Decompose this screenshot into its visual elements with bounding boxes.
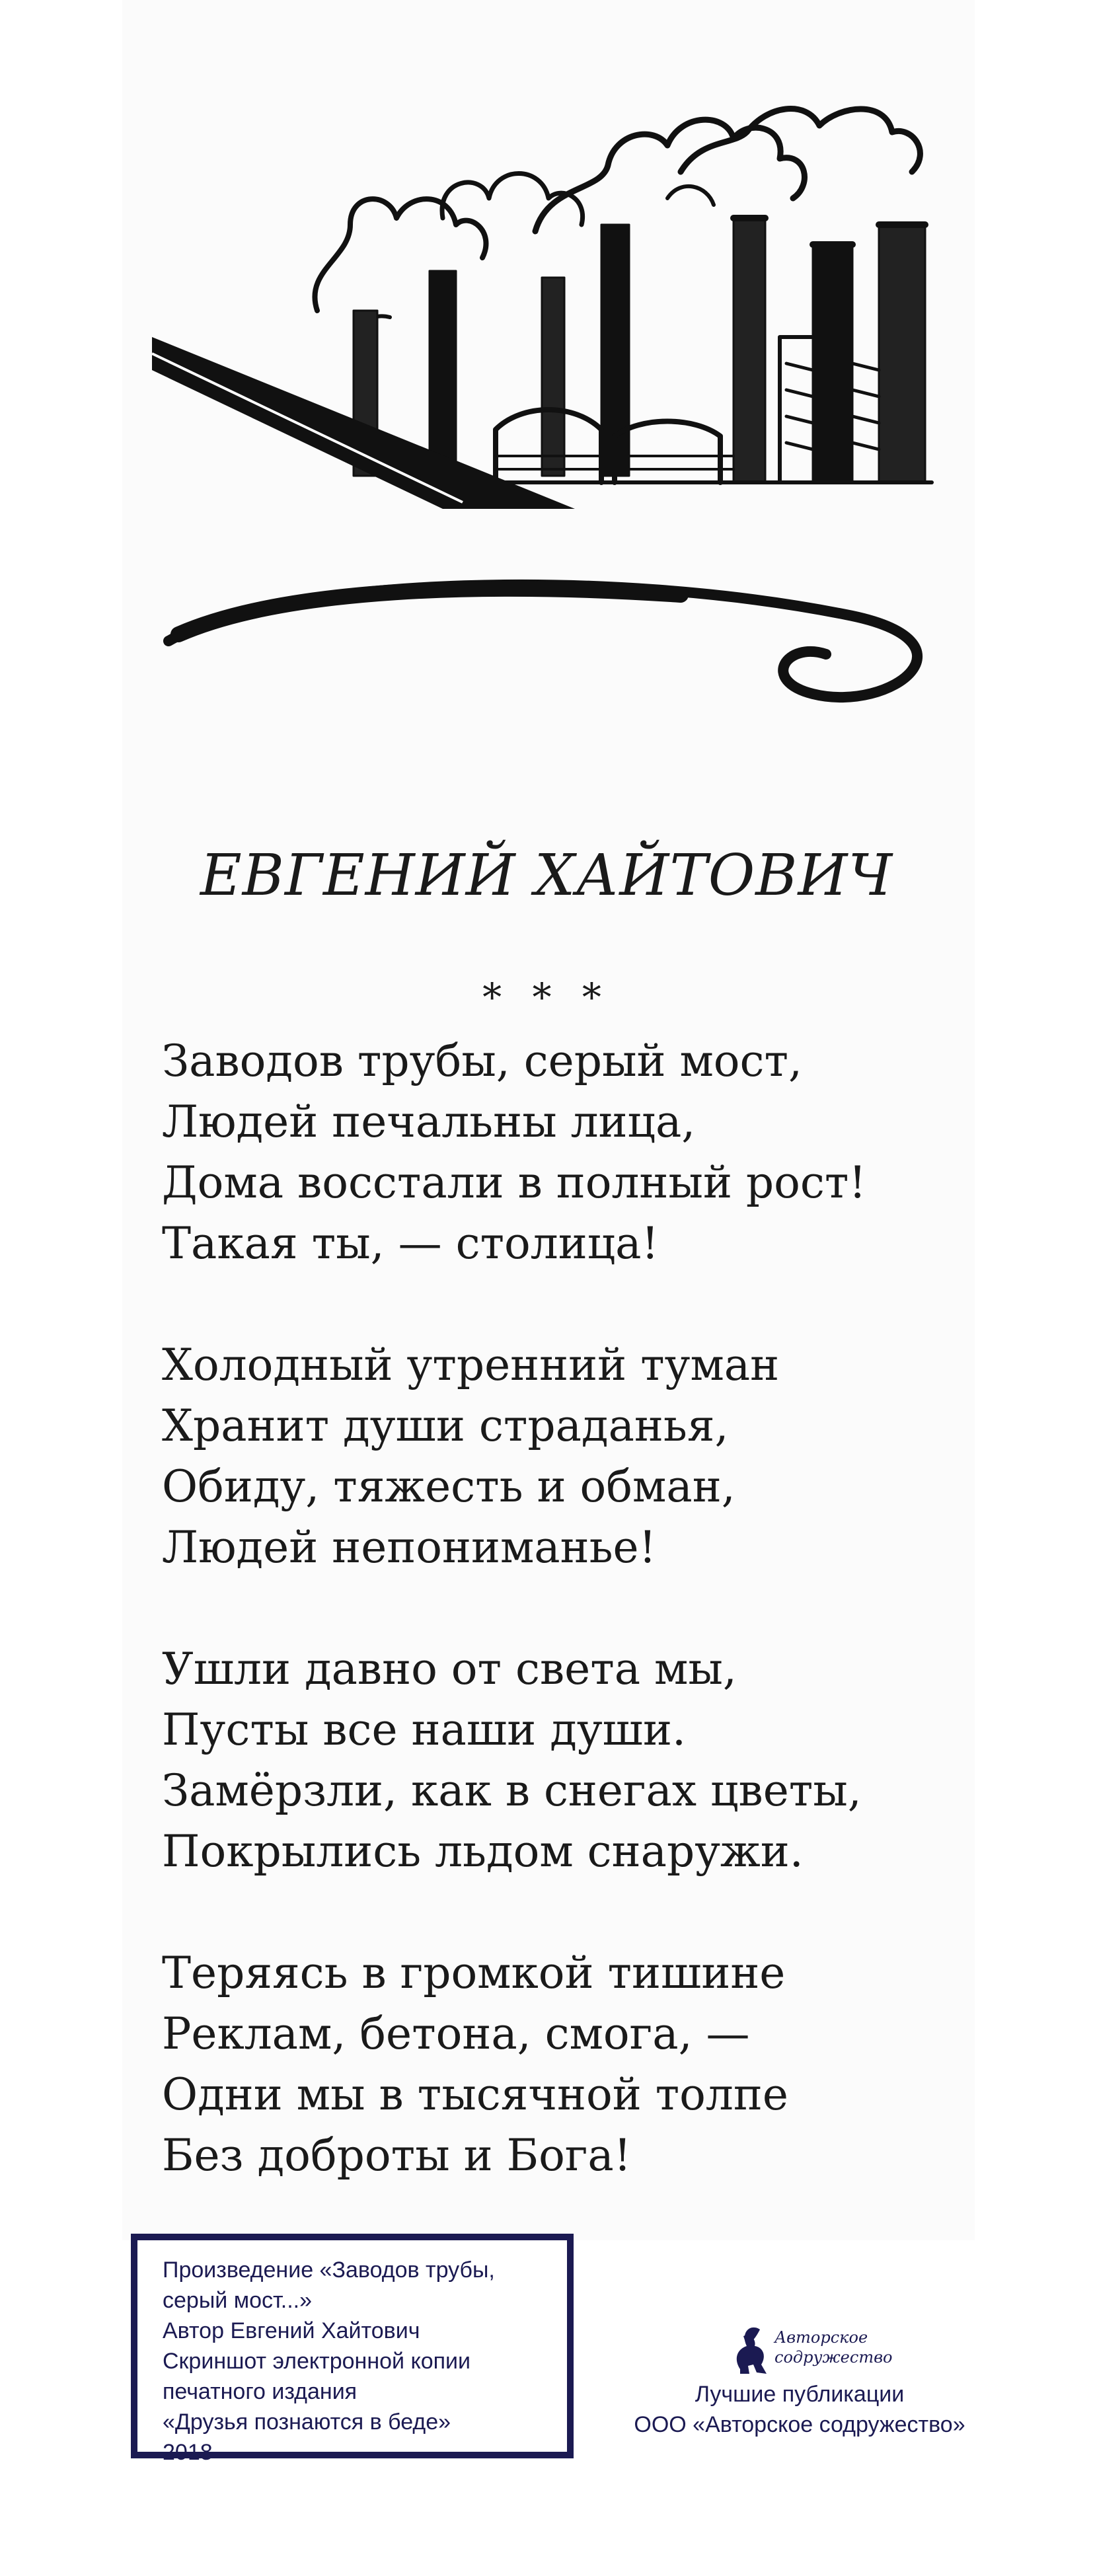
author-name: ЕВГЕНИЙ ХАЙТОВИЧ <box>200 843 893 909</box>
logo-text-bottom: содружество <box>774 2348 893 2367</box>
stanza-1 <box>162 1031 955 1274</box>
poem-line: Дома восстали в полный рост! <box>162 1157 866 1208</box>
poem-line: Без доброты и Бога! <box>162 2130 632 2181</box>
publisher-logo-icon <box>720 2313 893 2379</box>
stanza-3 <box>162 1639 955 1882</box>
poem-line: Холодный утренний туман <box>162 1340 780 1390</box>
poem-line: Такая ты, — столица! <box>162 1218 660 1269</box>
poem-line: Покрылись льдом снаружи. <box>162 1826 804 1877</box>
publisher-tagline: Лучшие публикации <box>695 2382 905 2407</box>
stanza-4 <box>162 1943 955 2186</box>
poem-line: Замёрзли, как в снегах цветы, <box>162 1765 862 1816</box>
poem-line: Одни мы в тысячной толпе <box>162 2069 788 2120</box>
publisher-name: ООО «Авторское содружество» <box>634 2412 965 2437</box>
credit-line: серый мост...» <box>163 2288 313 2313</box>
poem-line: Заводов трубы, серый мост, <box>162 1036 802 1086</box>
logo-text-top: Авторское <box>774 2328 868 2347</box>
stanza-separator: * * * <box>482 975 611 1020</box>
poem-line: Людей печальны лица, <box>162 1096 696 1147</box>
credit-line: печатного издания <box>163 2379 358 2404</box>
stanza-2 <box>162 1335 955 1578</box>
poem-line: Хранит души страданья, <box>162 1400 729 1451</box>
credit-line: Скриншот электронной копии <box>163 2349 471 2374</box>
poem-body <box>162 1031 955 2247</box>
poem-line: Обиду, тяжесть и обман, <box>162 1461 735 1512</box>
credit-box <box>131 2234 574 2465</box>
credit-line: Автор Евгений Хайтович <box>163 2318 420 2343</box>
poem-line: Реклам, бетона, смога, — <box>162 2008 750 2059</box>
credit-line: 2018 <box>163 2440 213 2465</box>
poem-line: Ушли давно от света мы, <box>162 1644 737 1694</box>
poem-line: Людей непониманье! <box>162 1522 657 1573</box>
publisher-block <box>595 2313 1004 2440</box>
poem-line: Пусты все наши души. <box>162 1704 686 1755</box>
credit-line: «Друзья познаются в беде» <box>163 2409 451 2435</box>
poem-line: Теряясь в громкой тишине <box>162 1948 786 1998</box>
industrial-cityscape-illustration <box>152 59 945 720</box>
credit-line: Произведение «Заводов трубы, <box>163 2257 495 2283</box>
